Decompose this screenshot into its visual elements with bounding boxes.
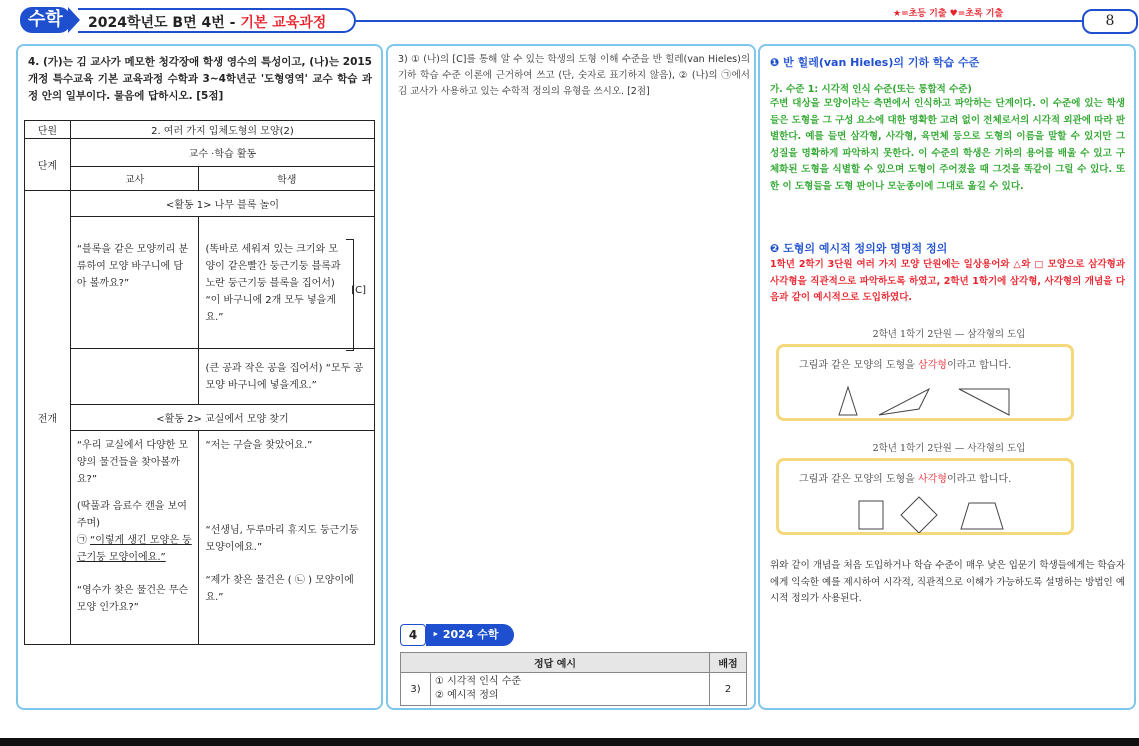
question-column [16, 44, 383, 710]
answer-tag: ‣ 2024 수학 [426, 624, 514, 646]
section-1-body: 주변 대상을 모양이라는 측면에서 인식하고 파악하는 단계이다. 이 수준에 있는 학생들은 도형을 그 구성 요소에 대한 명확한 고려 없이 전체로서의 시각적 외관에 따라 판별한다. 예를 들면 삼각형, 사각형, 육면체 등으로 도형의 이름을 말할 수 있지만 그 성질을 명확하게 파악하지 못한다. 이 수준의 학생은 기하의 용어를 배울 수 있고 구체화된 도형을 식별할 수 있으며 도형이 주어졌을 때 그것을 똑같이 그릴 수 있다. 또한 이 도형들을 도형 판이나 모눈종이에 그대로 옮길 수 있다. [770, 98, 1126, 192]
figure-2-text: 그림과 같은 모양의 도형을 사각형이라고 합니다. [799, 474, 1012, 485]
sub-question-3: 3) ① (나)의 [C]를 통해 알 수 있는 학생의 도형 이해 수준을 반 힐레(van Hieles)의 기하 학습 수준 이론에 근거하여 쓰고 (단, 숫자로 표기하지 않음), ② (나)의 ㉠에서 김 교사가 사용하고 있는 수학적 정의의 유형을 쓰시오. [2점] [398, 54, 750, 97]
score-header: 배점 [710, 653, 747, 673]
subject-badge: 수학 [20, 7, 71, 33]
closing-paragraph: 위와 같이 개념을 처음 도입하거나 학습 수준이 매우 낮은 입문기 학생들에게는 학습자에게 익숙한 예를 제시하여 시각적, 직관적으로 이해가 가능하도록 설명하는 방법인 예시적 정의가 사용된다. [770, 560, 1125, 604]
student-cell-2: “저는 구슬을 찾았어요.” “선생님, 두루마리 휴지도 둥근기둥 모양이에요.” “제가 찾은 물건은 ( ㉡ ) 모양이에요.” [199, 431, 375, 645]
figure-1-box [776, 344, 1074, 421]
stage-label: 단계 [25, 139, 71, 191]
triangles-illustration [779, 375, 1071, 419]
teacher-cell-1: “블록을 같은 모양끼리 분류하여 모양 바구니에 담아 볼까요?” [70, 217, 199, 349]
section-1-subtitle: 가. 수준 1: 시각적 인식 수준(또는 통합적 수준) [770, 84, 972, 95]
figure-1-caption: 2학년 1학기 2단원 — 삼각형의 도입 [872, 329, 1026, 340]
unit-label: 단원 [25, 121, 71, 139]
bracket-c-label: [C] [351, 285, 366, 296]
student-header: 학생 [199, 167, 375, 191]
student-cell-1a: (똑바로 세워져 있는 크기와 모양이 같은빨간 둥근기둥 블록과 노란 둥근기둥 블록을 집어서) “이 바구니에 2개 모두 넣을게요.” [C] [199, 217, 375, 349]
activity-label: 교수 ·학습 활동 [70, 139, 374, 167]
page-number: 8 [1082, 9, 1138, 34]
header-rule [356, 20, 1082, 22]
activity-2-title: <활동 2> 교실에서 모양 찾기 [70, 405, 374, 431]
activity-1-title: <활동 1> 나무 블록 놀이 [70, 191, 374, 217]
answer-line-2: ② 예시적 정의 [434, 690, 499, 701]
answer-badge [400, 624, 511, 646]
title-prefix: 2024학년도 B면 4번 - [88, 15, 241, 31]
answer-row-label: 3) [401, 673, 431, 706]
teacher-header: 교사 [70, 167, 199, 191]
page-title [88, 12, 326, 32]
answer-content [430, 673, 709, 706]
question-intro: 4. (가)는 김 교사가 메모한 청각장애 학생 영수의 특성이고, (나)는 2015 개정 특수교육 기본 교육과정 수학과 3~4학년군 '도형영역' 교수 학습 과정 안의 일부이다. 물음에 답하시오. [5점] [28, 56, 372, 102]
answer-line-1: ① 시각적 인식 수준 [434, 676, 522, 687]
unit-value: 2. 여러 가지 입체도형의 모양(2) [70, 121, 374, 139]
figure-2-box [776, 458, 1074, 535]
answer-table [400, 652, 747, 706]
teacher-cell-2: “우리 교실에서 다양한 모양의 물건들을 찾아볼까요?” (딱풀과 음료수 캔을 보여 주며) ㉠ “이렇게 생긴 모양은 둥근기둥 모양이에요.” “영수가 찾은 물건은 무슨 모양 인가요?” [70, 431, 199, 645]
student-cell-1b: (큰 공과 작은 공을 집어서) “모두 공 모양 바구니에 넣을게요.” [199, 349, 375, 405]
figure-1-text: 그림과 같은 모양의 도형을 삼각형이라고 합니다. [799, 360, 1012, 371]
mark-a: ㉠ [76, 535, 87, 546]
underlined-definition: “이렇게 생긴 모양은 둥근기둥 모양이에요.” [76, 535, 192, 563]
phase-label: 전개 [25, 191, 71, 645]
figure-2-caption: 2학년 1학기 2단원 — 사각형의 도입 [872, 443, 1026, 454]
section-1-title: ❶ 반 힐레(van Hieles)의 기하 학습 수준 [770, 56, 980, 69]
legend: ★=초등 기출 ♥=초록 기출 [893, 9, 1004, 19]
answer-number: 4 [400, 624, 426, 646]
title-highlight: 기본 교육과정 [240, 15, 327, 31]
lesson-plan-table [24, 120, 375, 645]
answer-column [386, 44, 756, 710]
page-header [0, 0, 1139, 42]
answer-header: 정답 예시 [401, 653, 710, 673]
quadrilaterals-illustration [779, 489, 1071, 533]
section-2-body: 1학년 2학기 3단원 여러 가지 모양 단원에는 일상용어와 △와 □ 모양으로 삼각형과 사각형을 직관적으로 파악하도록 하였고, 2학년 1학기에 삼각형, 사각형의 개념을 다음과 같이 예시적으로 도입하였다. [770, 259, 1125, 303]
section-2-title: ❷ 도형의 예시적 정의와 명명적 정의 [770, 242, 948, 255]
footer-bar [0, 738, 1139, 746]
explanation-column [758, 44, 1136, 710]
teacher-cell-1b [70, 349, 199, 405]
answer-score: 2 [710, 673, 747, 706]
